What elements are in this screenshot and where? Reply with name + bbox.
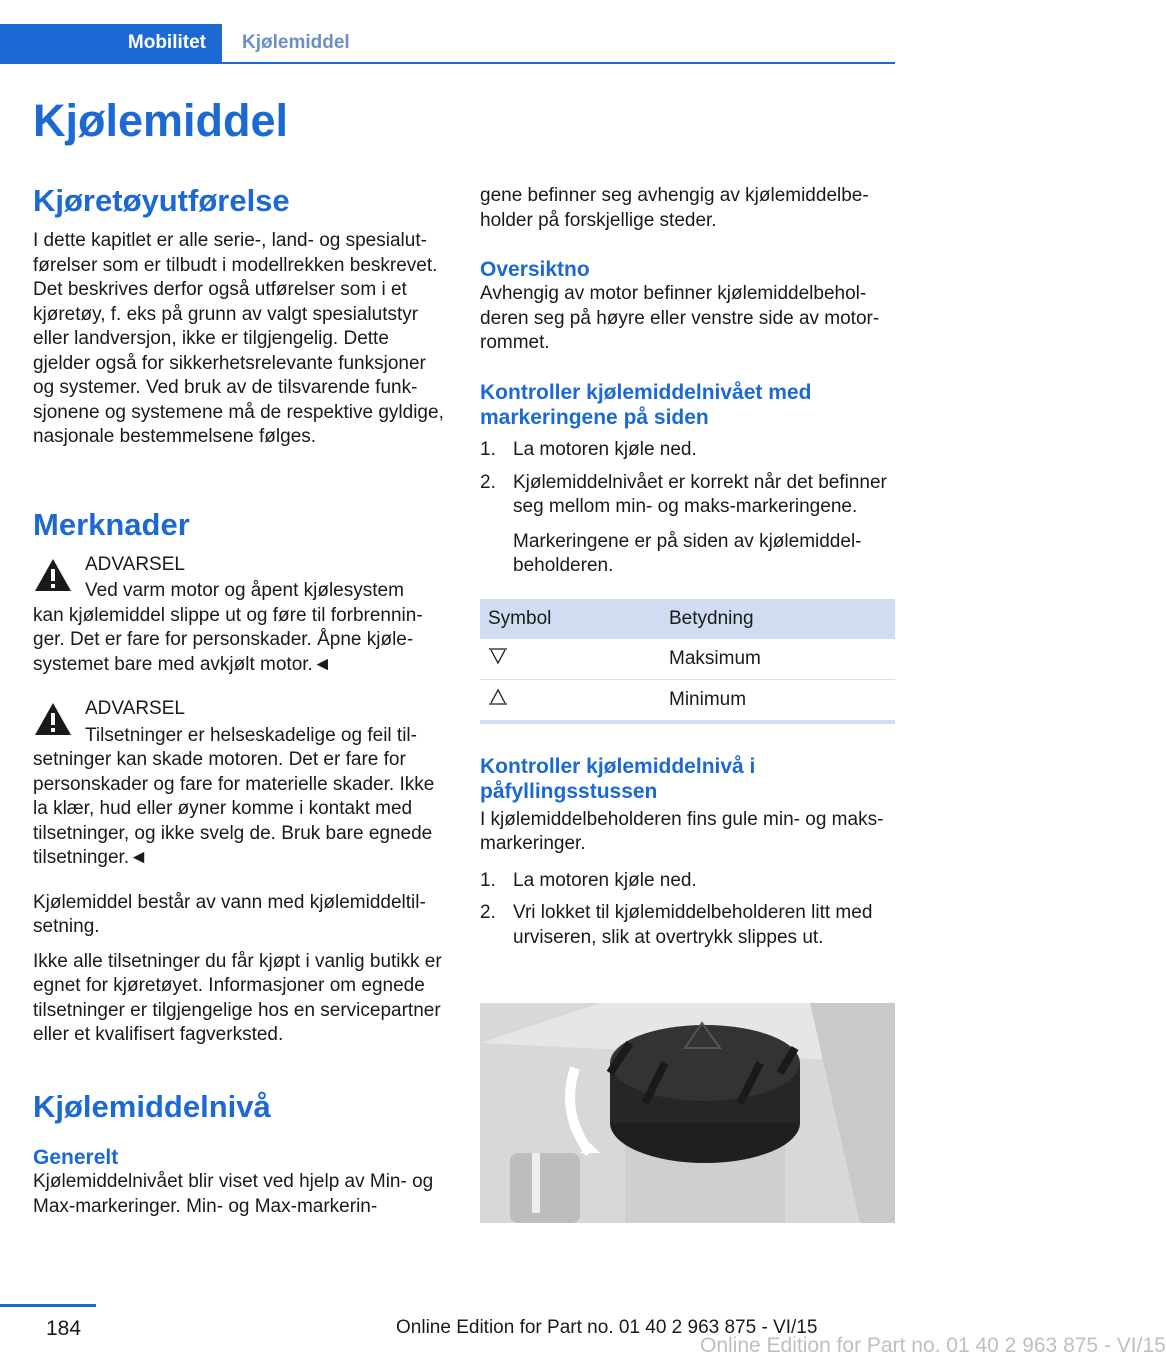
subsection-title-oversikt: Oversiktno — [480, 258, 590, 281]
edition-text: Online Edition for Part no. 01 40 2 963 875 - VI/15 — [396, 1317, 818, 1338]
warning-triangle-icon — [33, 557, 73, 593]
table-header-symbol: Symbol — [480, 599, 661, 639]
left-column — [33, 182, 448, 1219]
warning-heading: ADVARSEL — [85, 698, 185, 720]
step-note: Markeringene er på siden av kjølemiddelbeholderen. — [513, 530, 862, 577]
list-item: 1. La motoren kjøle ned. — [480, 439, 697, 461]
steps-list-2 — [480, 869, 895, 951]
list-item: 2. Vri lokket til kjølemiddelbeholderen litt med urviseren, slik at overtrykk slippes ut. — [480, 902, 873, 948]
subsection-title-markeringer: Kontroller kjølemiddelnivået med markeringene på siden — [480, 380, 812, 429]
list-item: 1. La motoren kjøle ned. — [480, 869, 697, 891]
table-header-row — [480, 599, 895, 639]
table-cell-symbol — [480, 679, 661, 722]
paragraph-kjolemiddel-bestar: Kjølemiddel består av vann med kjølemiddeltilsetning. — [33, 891, 426, 938]
symbol-table — [480, 599, 895, 724]
paragraph-kjoretoyutforelse: I dette kapitlet er alle serie-, land- og spesialutførelser som er tilbudt i modellrekken beskrevet. Det beskrives derfor også utførelser som i et kjøretøy, f. eks på grunn av valgt spesialutstyr eller landversjon, ikke er tilgjengelig. Dette gjelder også for sikkerhetsrelevante funksjoner og systemer. Ved bruk av de tilsvarende funksjonene og systemene må de respektive gyldige, nasjonale bestemmelsene følges. — [33, 230, 444, 448]
warning-body: setninger kan skade motoren. Det er fare for personskader og fare for materielle skader. Ikke la klær, hud eller øyner komme i kontakt med tilsetninger, og ikke svelg de. Bruk bare egnede tilsetninger.◄ — [33, 749, 435, 869]
table-cell-meaning: Maksimum — [661, 639, 895, 680]
warning-heading: ADVARSEL — [85, 553, 185, 575]
warning-lead-line: Ved varm motor og åpent kjølesystem — [85, 580, 404, 602]
paragraph-oversikt: Avhengig av motor befinner kjølemiddelbeholderen seg på høyre eller venstre side av motorrommet. — [480, 283, 880, 354]
section-title-kjoretoyutforelse: Kjøretøyutførelse — [33, 183, 290, 218]
subsection-title-pafyllingsstuss: Kontroller kjølemiddelnivå i påfyllingsstussen — [480, 754, 756, 803]
warning-triangle-icon — [33, 701, 73, 737]
paragraph-pafyllingsstuss: I kjølemiddelbeholderen fins gule min- og maks-markeringer. — [480, 808, 884, 855]
coolant-cap-image — [480, 1003, 895, 1223]
table-row — [480, 639, 895, 680]
right-column — [480, 184, 895, 950]
coolant-cap-illustration — [480, 1003, 895, 1223]
paragraph-generelt: Kjølemiddelnivået blir viset ved hjelp av Min- og Max-markeringer. Min- og Max-markerin- — [33, 1171, 434, 1217]
page-number: 184 — [46, 1317, 82, 1340]
watermark-text: Online Edition for Part no. 01 40 2 963 875 - VI/15 — [700, 1334, 1166, 1357]
table-cell-symbol — [480, 639, 661, 680]
steps-list-1 — [480, 438, 895, 520]
tab-mobilitet[interactable]: Mobilitet — [0, 24, 222, 62]
page-title: Kjølemiddel — [33, 95, 289, 146]
section-title-merknader: Merknader — [33, 506, 190, 542]
warning-block-2 — [33, 697, 448, 871]
warning-lead-line: Tilsetninger er helseskadelige og feil til- — [85, 724, 417, 746]
warning-body: kan kjølemiddel slippe ut og føre til forbrenninger. Det er fare for personskader. Åpne kjølesystemet bare med avkjølt motor.◄ — [33, 604, 423, 675]
subsection-title-generelt: Generelt — [33, 1146, 119, 1170]
paragraph-tilsetninger: Ikke alle tilsetninger du får kjøpt i vanlig butikk er egnet for kjøretøyet. Informasjoner om egnede tilsetninger er tilgjengelige hos en servicepartner eller et kvalifisert fagverksted. — [33, 950, 442, 1046]
tab-kjolemiddel[interactable]: Kjølemiddel — [242, 32, 350, 53]
table-cell-meaning: Minimum — [661, 679, 895, 722]
header-bar — [0, 24, 895, 64]
table-row — [480, 679, 895, 722]
list-item: 2. Kjølemiddelnivået er korrekt når det befinner seg mellom min- og maks-markeringene. — [480, 471, 887, 518]
max-level-icon — [488, 647, 508, 665]
section-title-kjolemiddelniva: Kjølemiddelnivå — [33, 1088, 271, 1124]
warning-block-1 — [33, 553, 448, 678]
min-level-icon — [488, 688, 508, 706]
table-header-betydning: Betydning — [661, 599, 895, 639]
paragraph-continued: gene befinner seg avhengig av kjølemiddelbeholder på forskjellige steder. — [480, 185, 869, 231]
footer-rule — [0, 1304, 96, 1307]
